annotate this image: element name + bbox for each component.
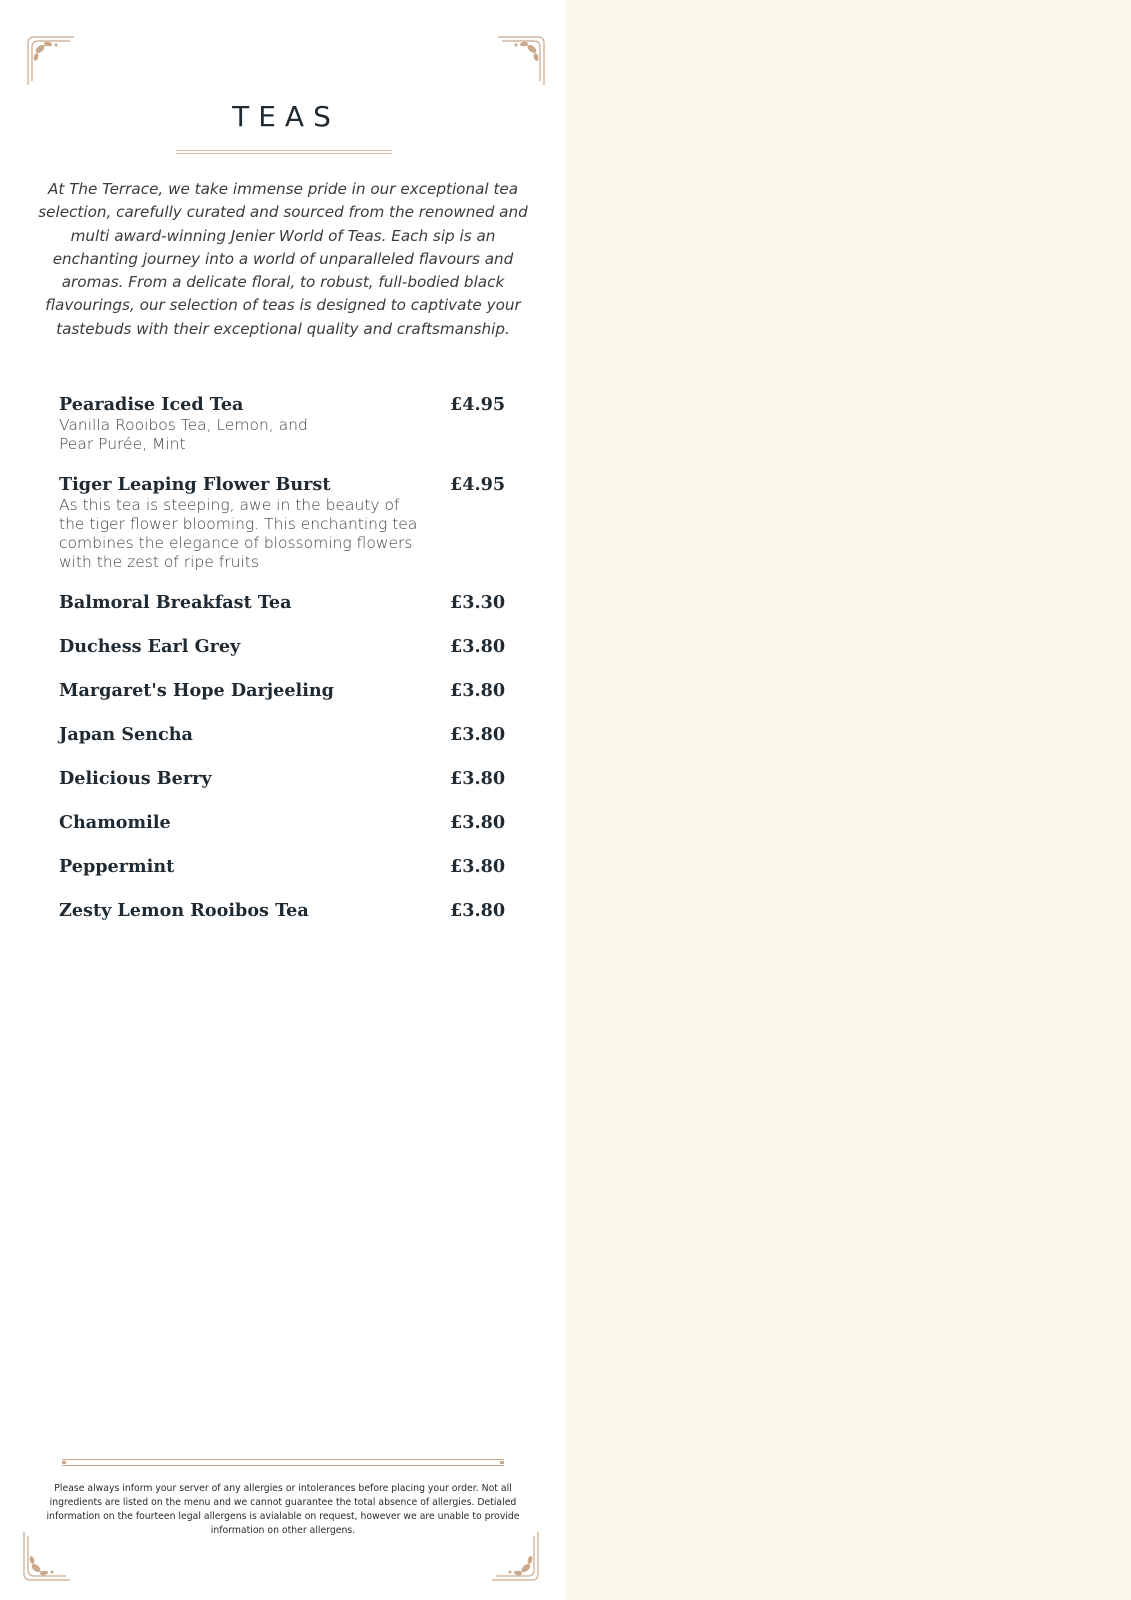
item-name: Tiger Leaping Flower Burst: [59, 474, 331, 496]
item-description: As this tea is steeping, awe in the beauty of the tiger flower blooming. This enchanting tea combines the elegance of blossoming flowers with the zest of ripe fruits: [59, 496, 418, 571]
tea-list: [59, 393, 519, 943]
item-description: Vanilla Rooibos Tea, Lemon, and Pear Purée, Mint: [59, 416, 308, 453]
menu-item: [59, 855, 519, 878]
item-name: Pearadise Iced Tea: [59, 394, 244, 415]
footer-divider: [62, 1459, 504, 1466]
menu-item: [59, 899, 519, 922]
menu-item: [59, 767, 519, 790]
menu-item: [59, 635, 519, 658]
item-price: £4.95: [450, 394, 506, 415]
item-price: £4.95: [450, 474, 506, 496]
item-price: £3.80: [450, 724, 506, 746]
menu-item: [59, 473, 519, 571]
item-price: £3.80: [450, 768, 506, 790]
item-name: Margaret's Hope Darjeeling: [59, 680, 334, 702]
item-name: Balmoral Breakfast Tea: [59, 592, 292, 614]
menu-item: [59, 591, 519, 614]
item-name: Chamomile: [59, 812, 171, 834]
item-name: Delicious Berry: [59, 768, 212, 790]
page-title: TEAS: [232, 100, 340, 133]
item-price: £3.80: [450, 812, 506, 834]
item-price: £3.30: [450, 592, 506, 614]
item-name: Peppermint: [59, 856, 175, 878]
item-name: Duchess Earl Grey: [59, 636, 241, 658]
menu-item: [59, 723, 519, 746]
item-name: Zesty Lemon Rooibos Tea: [59, 900, 309, 922]
corner-flourish-icon: [496, 35, 546, 87]
title-divider: [176, 150, 392, 154]
item-price: £3.80: [450, 856, 506, 878]
item-price: £3.80: [450, 636, 506, 658]
cream-panel: [566, 0, 1131, 1600]
menu-item: [59, 679, 519, 702]
allergy-notice: Please always inform your server of any allergies or intolerances before placing your order. Not all ingredients are listed on the menu and we cannot guarantee the total absence of allergies. Detialed information on the fourteen legal allergens is avialable on request, however we are unable to provide information on other allergens.: [46, 1483, 520, 1536]
intro-paragraph: At The Terrace, we take immense pride in our exceptional tea selection, carefully curated and sourced from the renowned and multi award-winning Jenier World of Teas. Each sip is an enchanting journey into a world of unparalleled flavours and aromas. From a delicate floral, to robust, full-bodied black flavourings, our selection of teas is designed to captivate your tastebuds with their exceptional quality and craftsmanship.: [38, 180, 528, 338]
menu-item: [59, 393, 519, 453]
item-price: £3.80: [450, 680, 506, 702]
corner-flourish-icon: [26, 35, 76, 87]
item-name: Japan Sencha: [59, 724, 193, 746]
item-price: £3.80: [450, 900, 506, 922]
menu-item: [59, 811, 519, 834]
